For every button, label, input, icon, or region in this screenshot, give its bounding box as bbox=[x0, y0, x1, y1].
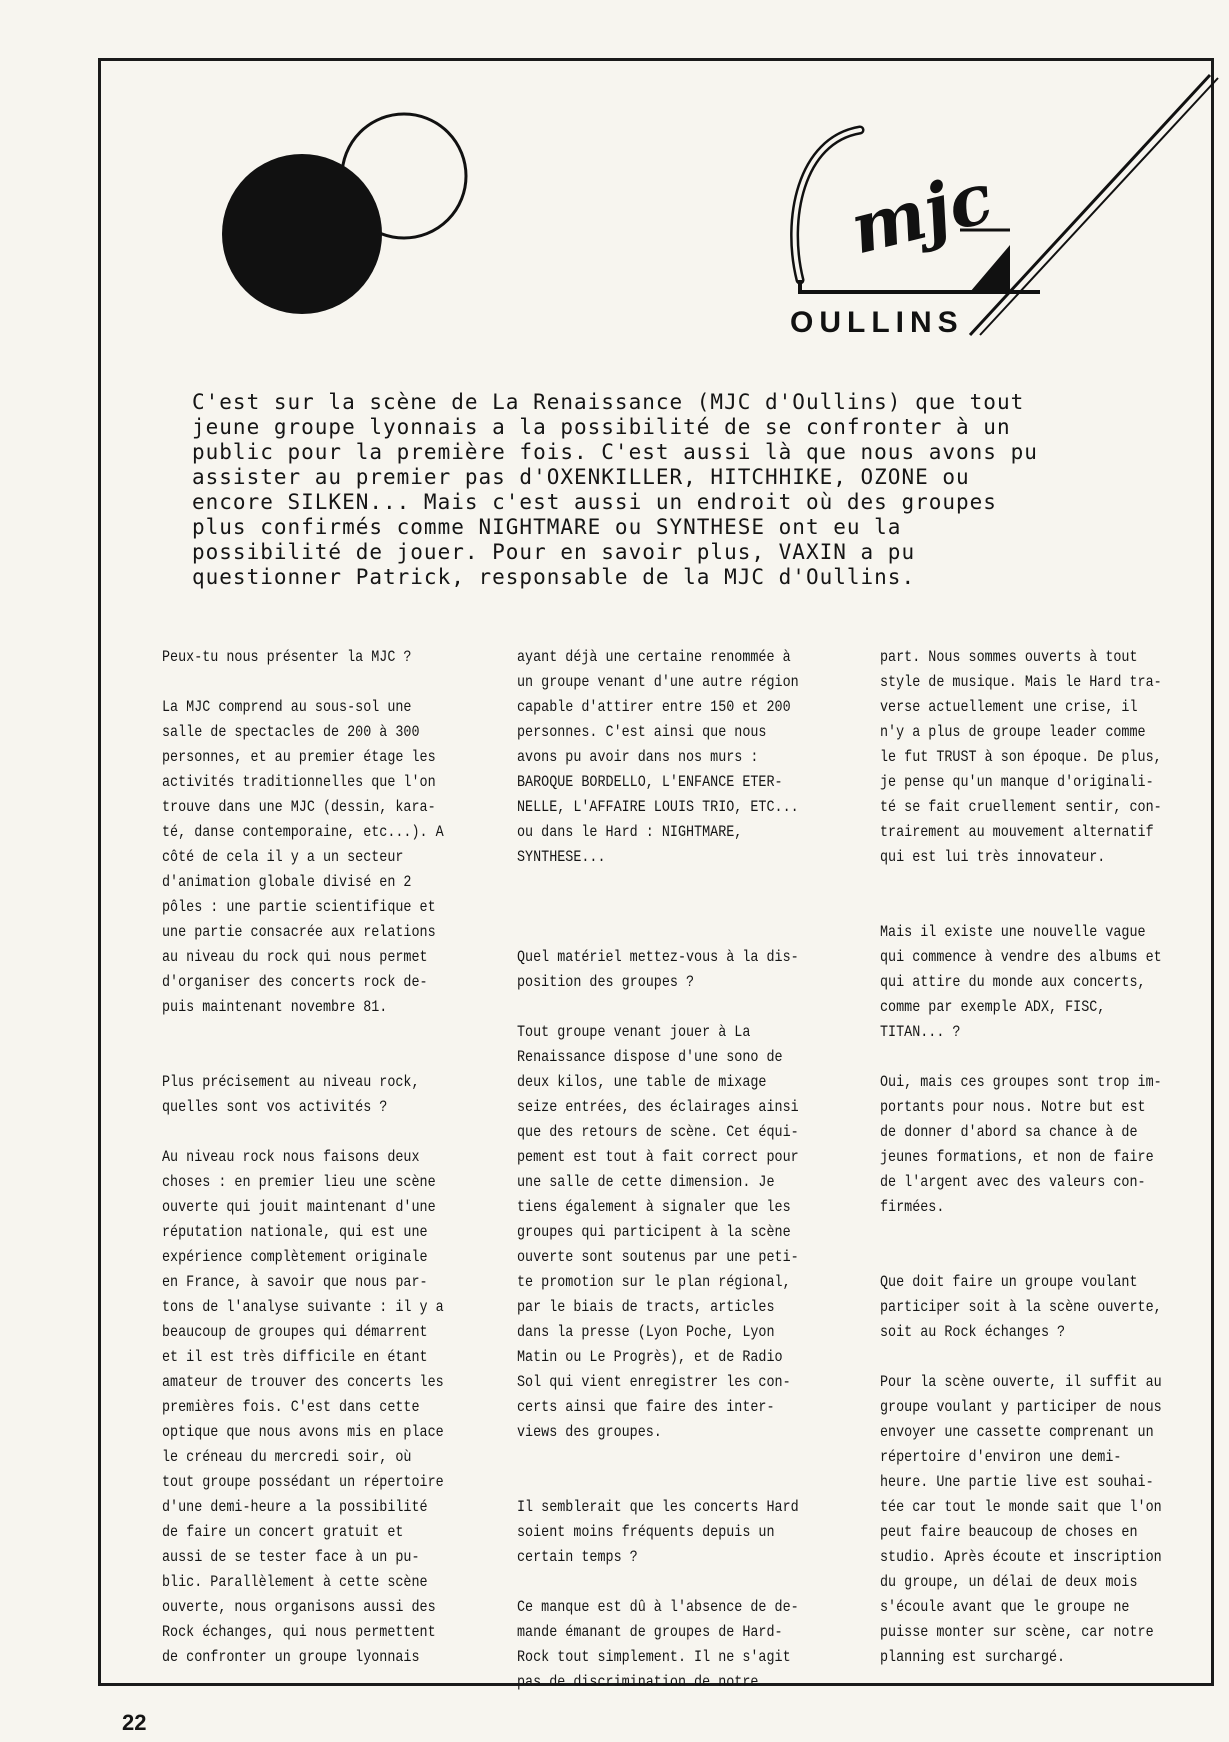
text-line: en France, à savoir que nous par- bbox=[162, 1273, 428, 1291]
text-line: comme par exemple ADX, FISC, bbox=[880, 998, 1106, 1016]
text-line: Il semblerait que les concerts Hard bbox=[517, 1498, 799, 1516]
intro-line: encore SILKEN... Mais c'est aussi un endroit où des groupes bbox=[192, 490, 997, 514]
text-line: té se fait cruellement sentir, con- bbox=[880, 798, 1162, 816]
text-line: Mais il existe une nouvelle vague bbox=[880, 923, 1146, 941]
text-line: capable d'attirer entre 150 et 200 bbox=[517, 698, 791, 716]
text-line: qui est lui très innovateur. bbox=[880, 848, 1106, 866]
text-line: le créneau du mercredi soir, où bbox=[162, 1448, 412, 1466]
paragraph-gap bbox=[162, 1045, 489, 1070]
interview-column-2 bbox=[517, 645, 840, 1695]
text-line: pement est tout à fait correct pour bbox=[517, 1148, 799, 1166]
paragraph-gap bbox=[162, 670, 489, 695]
intro-line: assister au premier pas d'OXENKILLER, HITCHHIKE, OZONE ou bbox=[192, 465, 970, 489]
text-line: tout groupe possédant un répertoire bbox=[162, 1473, 444, 1491]
text-line: Ce manque est dû à l'absence de de- bbox=[517, 1598, 799, 1616]
text-line: tons de l'analyse suivante : il y a bbox=[162, 1298, 444, 1316]
text-line: personnes. C'est ainsi que nous bbox=[517, 723, 767, 741]
text-line: au niveau du rock qui nous permet bbox=[162, 948, 428, 966]
text-line: deux kilos, une table de mixage bbox=[517, 1073, 767, 1091]
text-line: heure. Une partie live est souhai- bbox=[880, 1473, 1154, 1491]
interview-column-1 bbox=[162, 645, 489, 1670]
paragraph-gap bbox=[517, 1470, 840, 1495]
text-line: views des groupes. bbox=[517, 1423, 662, 1441]
text-line: et il est très difficile en étant bbox=[162, 1348, 428, 1366]
text-line: participer soit à la scène ouverte, bbox=[880, 1298, 1162, 1316]
text-line: soit au Rock échanges ? bbox=[880, 1323, 1066, 1341]
text-line: trairement au mouvement alternatif bbox=[880, 823, 1154, 841]
text-line: expérience complètement originale bbox=[162, 1248, 428, 1266]
text-line: de faire un concert gratuit et bbox=[162, 1523, 404, 1541]
paragraph-gap bbox=[517, 870, 840, 895]
paragraph-gap bbox=[517, 995, 840, 1020]
text-line: personnes, et au premier étage les bbox=[162, 748, 436, 766]
text-line: ayant déjà une certaine renommée à bbox=[517, 648, 791, 666]
paragraph-gap bbox=[517, 895, 840, 920]
paragraph-gap bbox=[517, 1570, 840, 1595]
intro-line: plus confirmés comme NIGHTMARE ou SYNTHESE ont eu la bbox=[192, 515, 902, 539]
text-line: Rock tout simplement. Il ne s'agit bbox=[517, 1648, 791, 1666]
black-circle bbox=[222, 154, 382, 314]
text-line: qui attire du monde aux concerts, bbox=[880, 973, 1146, 991]
text-line: Au niveau rock nous faisons deux bbox=[162, 1148, 420, 1166]
paragraph-gap bbox=[880, 1345, 1203, 1370]
text-line: groupes qui participent à la scène bbox=[517, 1223, 791, 1241]
text-line: premières fois. C'est dans cette bbox=[162, 1398, 420, 1416]
text-line: envoyer une cassette comprenant un bbox=[880, 1423, 1154, 1441]
text-line: puis maintenant novembre 81. bbox=[162, 998, 388, 1016]
text-line: Matin ou Le Progrès), et de Radio bbox=[517, 1348, 783, 1366]
text-line: firmées. bbox=[880, 1198, 945, 1216]
paragraph-gap bbox=[880, 895, 1203, 920]
text-line: je pense qu'un manque d'originali- bbox=[880, 773, 1154, 791]
text-line: Que doit faire un groupe voulant bbox=[880, 1273, 1138, 1291]
text-line: Tout groupe venant jouer à La bbox=[517, 1023, 751, 1041]
text-line: salle de spectacles de 200 à 300 bbox=[162, 723, 420, 741]
text-line: n'y a plus de groupe leader comme bbox=[880, 723, 1146, 741]
text-line: réputation nationale, qui est une bbox=[162, 1223, 428, 1241]
logo-town: OULLINS bbox=[790, 306, 964, 339]
text-line: peut faire beaucoup de choses en bbox=[880, 1523, 1138, 1541]
paragraph-gap bbox=[880, 1220, 1203, 1245]
text-line: par le biais de tracts, articles bbox=[517, 1298, 775, 1316]
text-line: quelles sont vos activités ? bbox=[162, 1098, 388, 1116]
text-line: trouve dans une MJC (dessin, kara- bbox=[162, 798, 436, 816]
text-line: seize entrées, des éclairages ainsi bbox=[517, 1098, 799, 1116]
text-line: groupe voulant y participer de nous bbox=[880, 1398, 1162, 1416]
text-line: Renaissance dispose d'une sono de bbox=[517, 1048, 783, 1066]
text-line: Peux-tu nous présenter la MJC ? bbox=[162, 648, 412, 666]
text-line: beaucoup de groupes qui démarrent bbox=[162, 1323, 428, 1341]
paragraph-gap bbox=[517, 1445, 840, 1470]
text-line: pôles : une partie scientifique et bbox=[162, 898, 436, 916]
text-line: d'une demi-heure a la possibilité bbox=[162, 1498, 428, 1516]
text-line: Quel matériel mettez-vous à la dis- bbox=[517, 948, 799, 966]
paragraph-gap bbox=[162, 1120, 489, 1145]
text-line: ouverte sont soutenus par une peti- bbox=[517, 1248, 799, 1266]
intro-line: possibilité de jouer. Pour en savoir plus, VAXIN a pu bbox=[192, 540, 916, 564]
text-line: répertoire d'environ une demi- bbox=[880, 1448, 1122, 1466]
text-line: TITAN... ? bbox=[880, 1023, 961, 1041]
text-line: optique que nous avons mis en place bbox=[162, 1423, 444, 1441]
text-line: ouverte qui jouit maintenant d'une bbox=[162, 1198, 436, 1216]
text-line: de donner d'abord sa chance à de bbox=[880, 1123, 1138, 1141]
intro-line: C'est sur la scène de La Renaissance (MJC d'Oullins) que tout bbox=[192, 390, 1025, 414]
intro-line: jeune groupe lyonnais a la possibilité de se confronter à un bbox=[192, 415, 1011, 439]
text-line: soient moins fréquents depuis un bbox=[517, 1523, 775, 1541]
text-line: Rock échanges, qui nous permettent bbox=[162, 1623, 436, 1641]
text-line: une partie consacrée aux relations bbox=[162, 923, 436, 941]
text-line: d'organiser des concerts rock de- bbox=[162, 973, 428, 991]
text-line: Pour la scène ouverte, il suffit au bbox=[880, 1373, 1162, 1391]
text-line: Plus précisement au niveau rock, bbox=[162, 1073, 420, 1091]
text-line: avons pu avoir dans nos murs : bbox=[517, 748, 759, 766]
text-line: SYNTHESE... bbox=[517, 848, 606, 866]
text-line: blic. Parallèlement à cette scène bbox=[162, 1573, 428, 1591]
eclipse-illustration bbox=[212, 108, 492, 328]
logo-monogram: mjc bbox=[842, 155, 1001, 271]
text-line: jeunes formations, et non de faire bbox=[880, 1148, 1154, 1166]
text-line: de confronter un groupe lyonnais bbox=[162, 1648, 420, 1666]
text-line: NELLE, L'AFFAIRE LOUIS TRIO, ETC... bbox=[517, 798, 799, 816]
text-line: Oui, mais ces groupes sont trop im- bbox=[880, 1073, 1162, 1091]
text-line: d'animation globale divisé en 2 bbox=[162, 873, 412, 891]
text-line: certain temps ? bbox=[517, 1548, 638, 1566]
text-line: BAROQUE BORDELLO, L'ENFANCE ETER- bbox=[517, 773, 783, 791]
mjc-oullins-logo bbox=[780, 70, 1220, 340]
text-line: amateur de trouver des concerts les bbox=[162, 1373, 444, 1391]
text-line: part. Nous sommes ouverts à tout bbox=[880, 648, 1138, 666]
text-line: verse actuellement une crise, il bbox=[880, 698, 1138, 716]
paragraph-gap bbox=[880, 1045, 1203, 1070]
text-line: studio. Après écoute et inscription bbox=[880, 1548, 1162, 1566]
paragraph-gap bbox=[517, 920, 840, 945]
text-line: position des groupes ? bbox=[517, 973, 695, 991]
text-line: qui commence à vendre des albums et bbox=[880, 948, 1162, 966]
text-line: tée car tout le monde sait que l'on bbox=[880, 1498, 1162, 1516]
text-line: de l'argent avec des valeurs con- bbox=[880, 1173, 1146, 1191]
text-line: du groupe, un délai de deux mois bbox=[880, 1573, 1138, 1591]
text-line: planning est surchargé. bbox=[880, 1648, 1066, 1666]
text-line: certs ainsi que faire des inter- bbox=[517, 1398, 775, 1416]
text-line: La MJC comprend au sous-sol une bbox=[162, 698, 412, 716]
text-line: portants pour nous. Notre but est bbox=[880, 1098, 1146, 1116]
text-line: Sol qui vient enregistrer les con- bbox=[517, 1373, 791, 1391]
text-line: ouverte, nous organisons aussi des bbox=[162, 1598, 436, 1616]
text-line: activités traditionnelles que l'on bbox=[162, 773, 436, 791]
text-line: aussi de se tester face à un pu- bbox=[162, 1548, 420, 1566]
intro-line: public pour la première fois. C'est aussi là que nous avons pu bbox=[192, 440, 1038, 464]
text-line: te promotion sur le plan régional, bbox=[517, 1273, 791, 1291]
text-line: tiens également à signaler que les bbox=[517, 1198, 791, 1216]
text-line: une salle de cette dimension. Je bbox=[517, 1173, 775, 1191]
text-line: pas de discrimination de notre bbox=[517, 1673, 759, 1691]
text-line: choses : en premier lieu une scène bbox=[162, 1173, 436, 1191]
text-line: dans la presse (Lyon Poche, Lyon bbox=[517, 1323, 775, 1341]
interview-column-3 bbox=[880, 645, 1203, 1670]
intro-paragraph bbox=[192, 390, 1112, 590]
paragraph-gap bbox=[162, 1020, 489, 1045]
page-number: 22 bbox=[122, 1710, 147, 1735]
text-line: côté de cela il y a un secteur bbox=[162, 848, 404, 866]
text-line: s'écoule avant que le groupe ne bbox=[880, 1598, 1130, 1616]
intro-line: questionner Patrick, responsable de la MJC d'Oullins. bbox=[192, 565, 916, 589]
text-line: le fut TRUST à son époque. De plus, bbox=[880, 748, 1162, 766]
text-line: puisse monter sur scène, car notre bbox=[880, 1623, 1154, 1641]
text-line: style de musique. Mais le Hard tra- bbox=[880, 673, 1162, 691]
text-line: que des retours de scène. Cet équi- bbox=[517, 1123, 799, 1141]
text-line: mande émanant de groupes de Hard- bbox=[517, 1623, 783, 1641]
paragraph-gap bbox=[880, 870, 1203, 895]
text-line: té, danse contemporaine, etc...). A bbox=[162, 823, 444, 841]
paragraph-gap bbox=[880, 1245, 1203, 1270]
text-line: ou dans le Hard : NIGHTMARE, bbox=[517, 823, 743, 841]
text-line: un groupe venant d'une autre région bbox=[517, 673, 799, 691]
